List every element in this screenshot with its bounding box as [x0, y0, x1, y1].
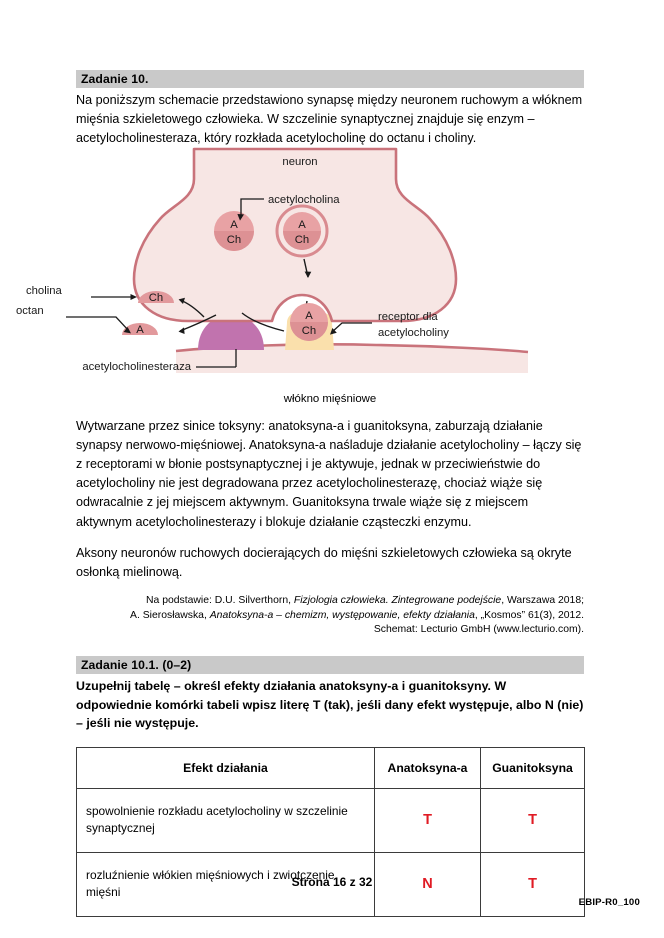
table-cell-answer-guanitoksyna-2[interactable]: T	[481, 852, 585, 916]
figure-label-neuron: neuron	[282, 155, 318, 168]
source-line-1-pre: Na podstawie: D.U. Silverthorn,	[146, 595, 294, 607]
figure-label-octan: octan	[16, 304, 44, 317]
receptor-bound-label-a: A	[305, 309, 313, 322]
table-header-row	[77, 747, 585, 788]
page-content	[16, 70, 584, 917]
answers-table	[76, 747, 585, 917]
source-line-2-italic: Anatoksyna-a – chemizm, występowanie, efekty działania	[209, 609, 475, 621]
footer-page-number: Strona 16 z 32	[291, 875, 373, 889]
source-line-1	[76, 594, 584, 609]
source-line-1-italic: Fizjologia człowieka. Zintegrowane podejście	[293, 595, 502, 607]
table-row	[77, 788, 585, 852]
fragment-octan-label: A	[136, 323, 144, 336]
vesicle-bound-label-ch: Ch	[294, 233, 310, 246]
paragraph-axons: Aksony neuronów ruchowych docierających do mięśni szkieletowych człowieka są okryte osłonką mielinową.	[76, 545, 572, 580]
figure-caption: włókno mięśniowe	[283, 392, 377, 405]
table-cell-answer-guanitoksyna-1[interactable]: T	[481, 788, 585, 852]
source-note	[76, 594, 584, 638]
footer-document-code: EBIP-R0_100	[578, 897, 640, 908]
figure-label-receptor-line1: receptor dla	[378, 310, 438, 323]
vesicle-free-label-ch: Ch	[226, 233, 242, 246]
table-header-guanitoksyna: Guanitoksyna	[481, 747, 585, 788]
source-line-2-pre: A. Sierosławska,	[130, 609, 210, 621]
figure-label-cholina: cholina	[26, 284, 62, 297]
task-10-intro-text: Na poniższym schemacie przedstawiono synapsę między neuronem ruchowym a włóknem mięśnia szkieletowego człowieka. W szczelinie synaptycznej znajduje się enzym – acetylocholinesteraza, który rozkłada acetylocholinę do octanu i choliny.	[76, 93, 583, 146]
figure-label-receptor-line2: acetylocholiny	[378, 326, 449, 339]
leader-octan	[66, 317, 129, 331]
table-header-anatoksyna: Anatoksyna-a	[375, 747, 481, 788]
table-cell-effect-2: rozluźnienie włókien mięśniowych i zwiotczenie mięśni	[77, 852, 375, 916]
arrow-products-head	[179, 327, 185, 334]
receptor-bound-label-ch: Ch	[301, 324, 317, 337]
table-header-effect: Efekt działania	[77, 747, 375, 788]
vesicle-bound-label-a: A	[298, 218, 306, 231]
source-line-2-post: , „Kosmos” 61(3), 2012.	[474, 609, 584, 621]
task-10-1-instruction: Uzupełnij tabelę – określ efekty działania anatoksyny-a i guanitoksyny. W odpowiednie komórki tabeli wpisz literę T (tak), jeśli dany efekt występuje, albo N (nie) – jeśli nie występuje.	[76, 679, 584, 731]
synapse-diagram	[16, 155, 584, 405]
table-cell-effect-1: spowolnienie rozkładu acetylocholiny w szczelinie synaptycznej	[77, 788, 375, 852]
task-10-header-band: Zadanie 10.	[76, 70, 584, 88]
source-line-3: Schemat: Lecturio GmbH (www.lecturio.com).	[373, 624, 584, 636]
task-10-1-header-band: Zadanie 10.1. (0–2)	[76, 656, 584, 674]
source-line-2	[76, 609, 584, 624]
vesicle-free-label-a: A	[230, 218, 238, 231]
figure-label-acetylocholinesteraza: acetylocholinesteraza	[82, 360, 191, 373]
source-line-1-post: , Warszawa 2018;	[501, 595, 584, 607]
leader-receptor	[332, 323, 372, 332]
table-cell-answer-anatoksyna-1[interactable]: T	[375, 788, 481, 852]
synapse-svg	[16, 155, 584, 405]
figure-label-acetylocholina: acetylocholina	[268, 193, 340, 206]
paragraph-toxins: Wytwarzane przez sinice toksyny: anatoksyna-a i guanitoksyna, zaburzają działanie synapsy nerwowo-mięśniowej. Anatoksyna-a naśladuje działanie acetylocholiny – łączy się z receptorami w błonie postsynaptycznej i je aktywuje, jednak w przeciwieństwie do acetylocholiny nie jest degradowana przez acetylocholinesterazę, chociaż wiąże się odwracalnie z jej miejscem aktywnym. Guanitoksyna trwale wiąże się z miejscem aktywnym acetylocholinesterazy i blokuje działanie cząsteczki enzymu.	[76, 418, 582, 529]
fragment-cholina-label: Ch	[148, 291, 164, 304]
table-cell-answer-anatoksyna-2[interactable]: N	[375, 852, 481, 916]
